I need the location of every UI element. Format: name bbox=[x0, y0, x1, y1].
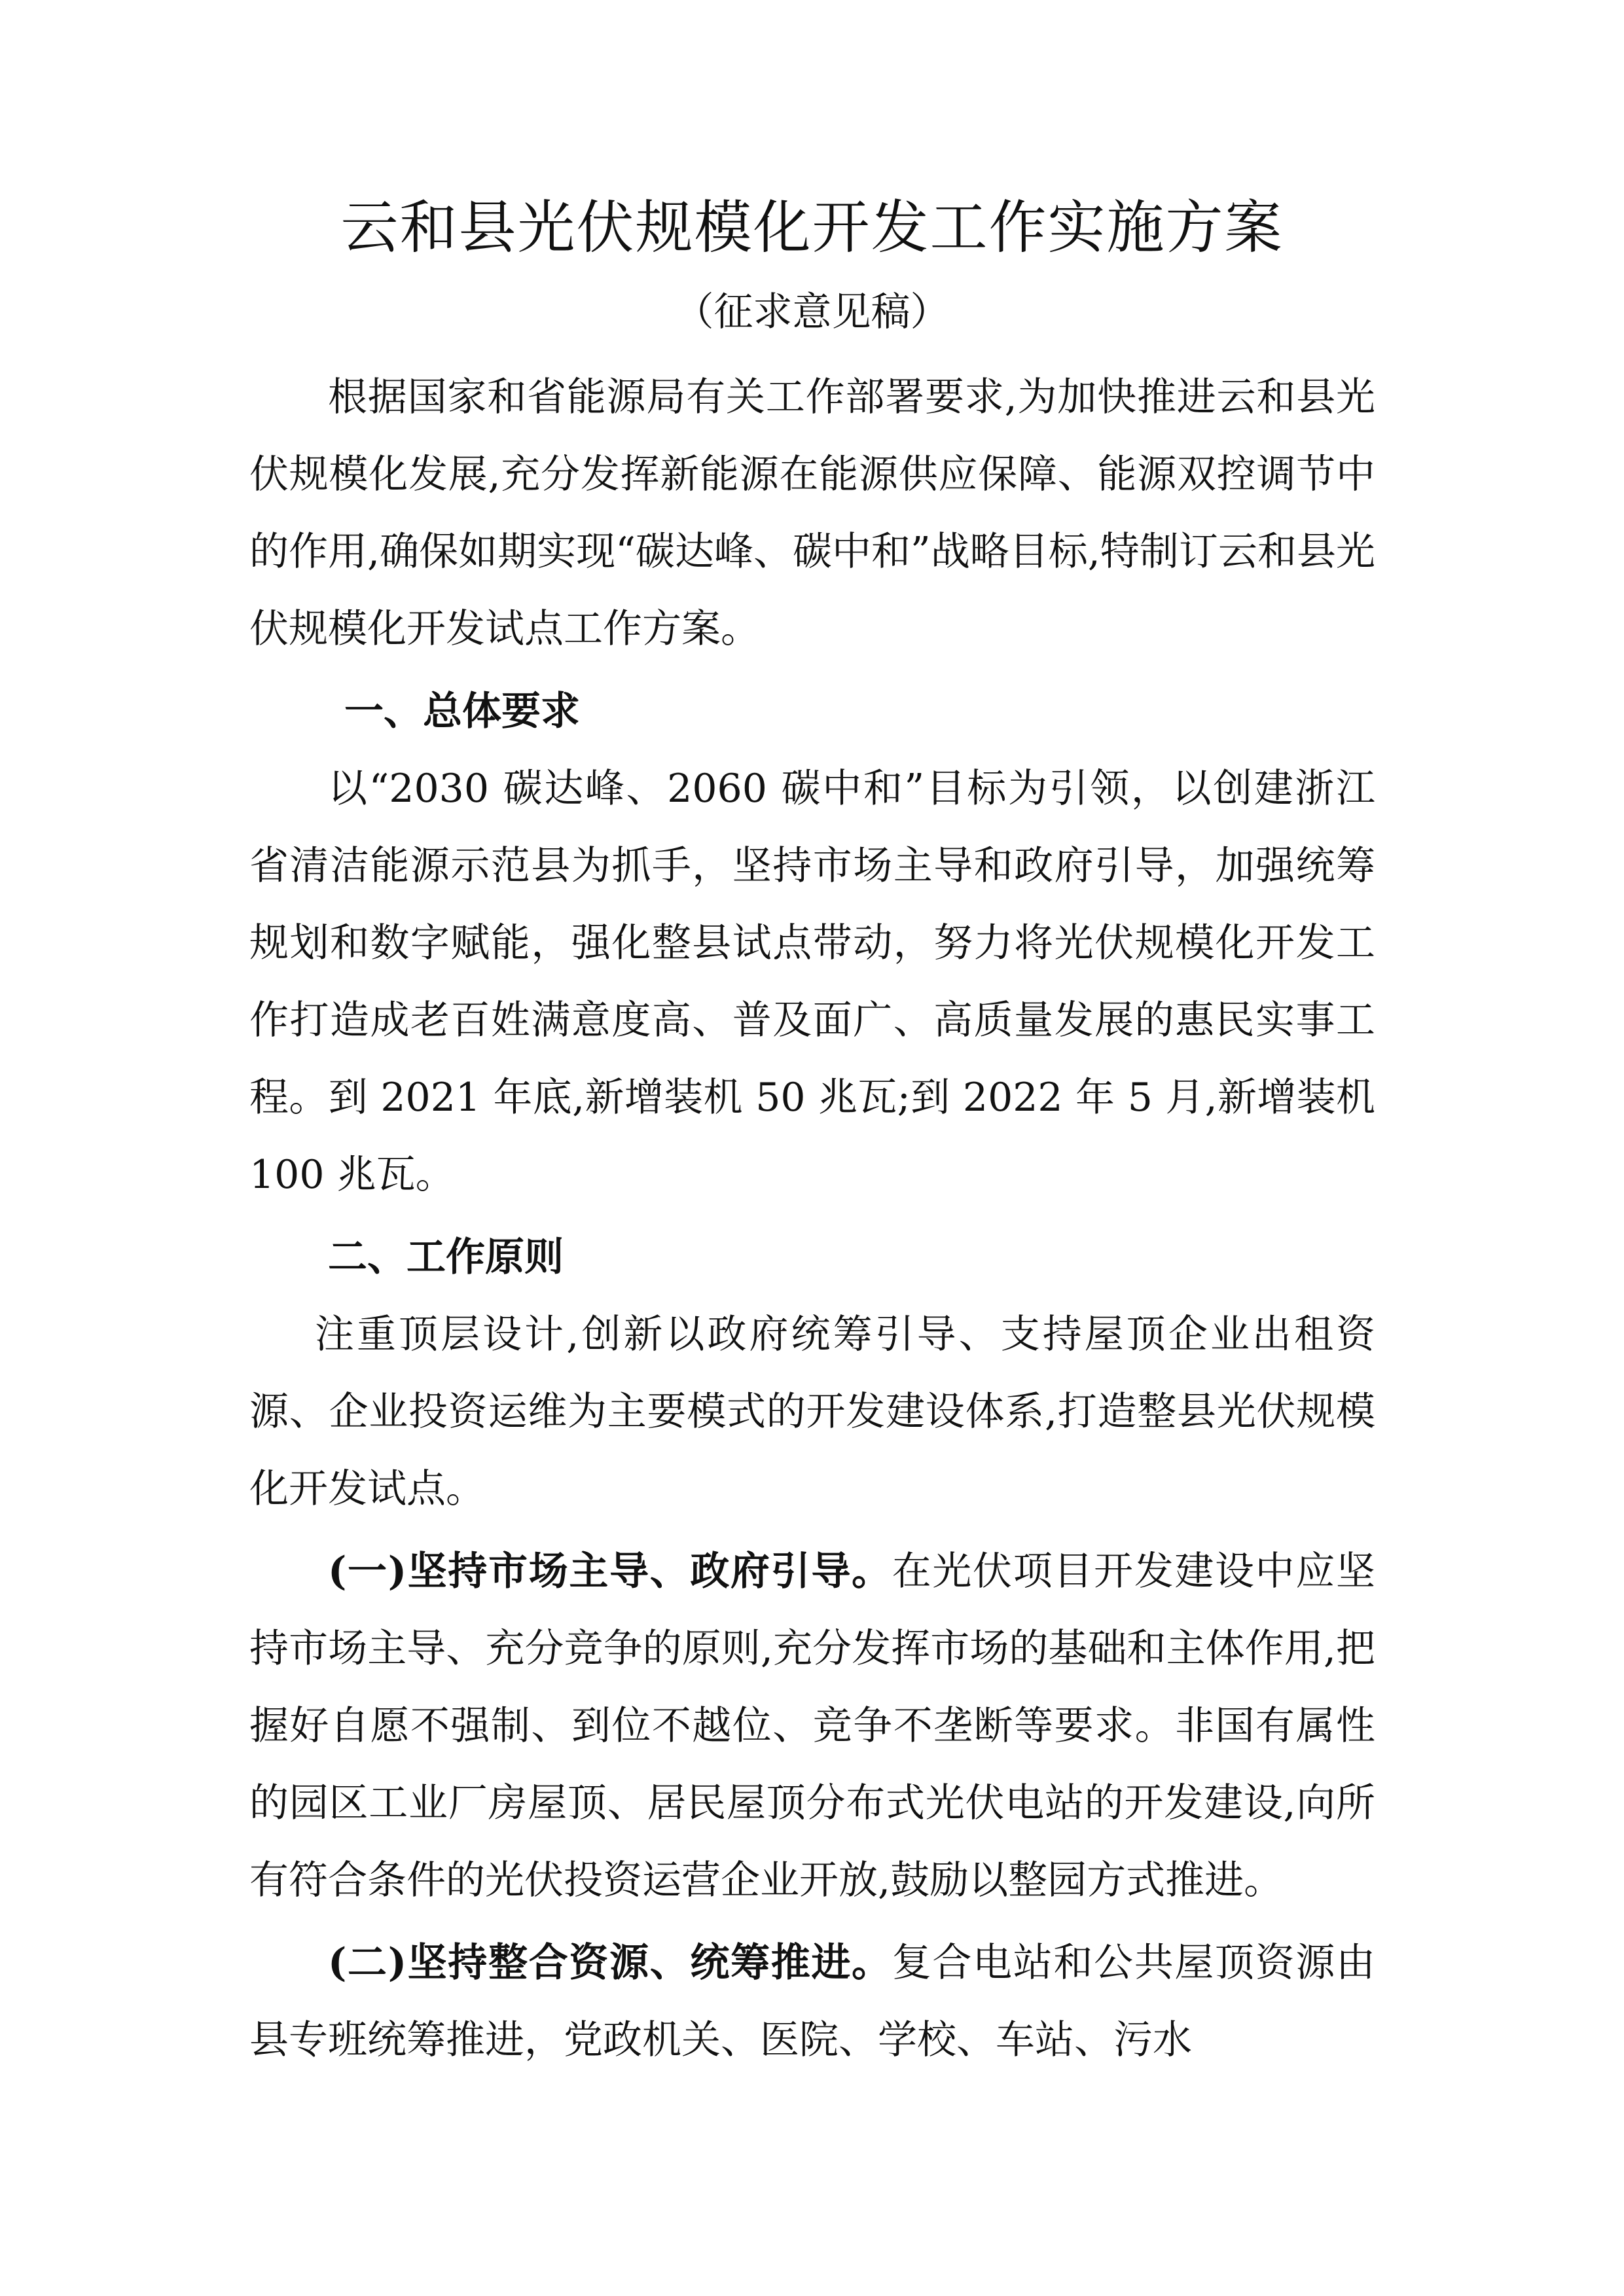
principle-lead: (一)坚持市场主导、政府引导。 bbox=[328, 1549, 892, 1594]
section-heading: 二、工作原则 bbox=[328, 1234, 564, 1280]
section-paragraph: 注重顶层设计,创新以政府统筹引导、支持屋顶企业出租资源、企业投资运维为主要模式的开发建设体系,打造整县光伏规模化开发试点。 bbox=[249, 1312, 1375, 1512]
intro-paragraph: 根据国家和省能源局有关工作部署要求,为加快推进云和县光伏规模化发展,充分发挥新能源在能源供应保障、能源双控调节中的作用,确保如期实现“碳达峰、碳中和”战略目标,特制订云和县光伏规模化开发试点工作方案。 bbox=[249, 374, 1375, 652]
section-paragraph: 以“2030 碳达峰、2060 碳中和”目标为引领，以创建浙江省清洁能源示范县为抓手，坚持市场主导和政府引导，加强统筹规划和数字赋能，强化整县试点带动，努力将光伏规模化开发工作打造成老百姓满意度高、普及面广、高质量发展的惠民实事工程。到 2021 年底,新增装机 50 兆瓦;到 2022 年 5 月,新增装机 100 兆瓦。 bbox=[249, 766, 1375, 1198]
principle-text: 复合电站和公共屋顶资源由县专班统筹推进，党政机关、医院、学校、车站、污水 bbox=[249, 1940, 1376, 2063]
principle-text: 在光伏项目开发建设中应坚持市场主导、充分竞争的原则,充分发挥市场的基础和主体作用,把握好自愿不强制、到位不越位、竞争不垄断等要求。非国有属性的园区工业厂房屋顶、居民屋顶分布式光伏电站的开发建设,向所有符合条件的光伏投资运营企业开放,鼓励以整园方式推进。 bbox=[249, 1549, 1376, 1903]
document-body bbox=[249, 359, 1375, 2079]
principle-paragraph bbox=[249, 1533, 1375, 1919]
section-heading: 一、总体要求 bbox=[344, 689, 580, 734]
principle-lead: (二)坚持整合资源、统筹推进。 bbox=[328, 1940, 892, 1986]
document-subtitle: （征求意见稿） bbox=[674, 289, 950, 335]
document-title: 云和县光伏规模化开发工作实施方案 bbox=[340, 194, 1284, 261]
principle-paragraph bbox=[249, 1924, 1375, 2079]
